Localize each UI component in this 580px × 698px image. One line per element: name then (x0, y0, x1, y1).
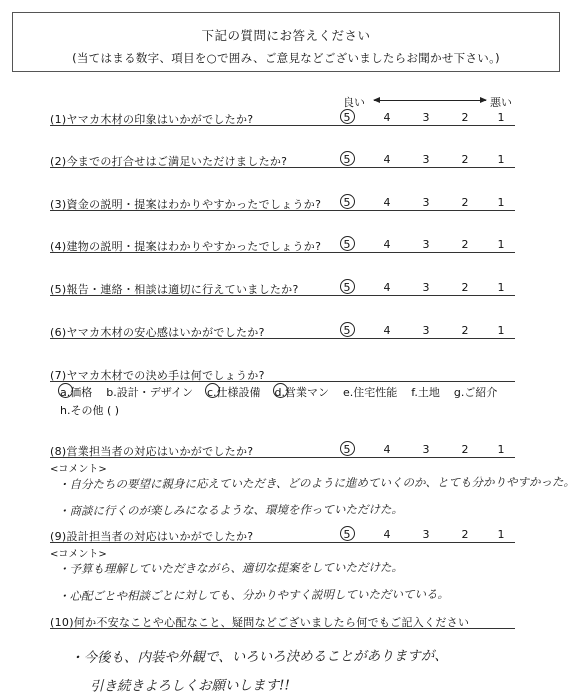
q9-underline (50, 542, 515, 543)
q9-text: (9)設計担当者の対応はいかがでしたか? (50, 530, 254, 543)
q7-choice-label: e.住宅性能 (343, 386, 398, 399)
q8-rating-2[interactable]: 2 (461, 443, 469, 456)
q2-selected-circle (340, 151, 355, 166)
q1-text: (1)ヤマカ木材の印象はいかがでしたか? (50, 113, 254, 126)
q6-rating-3[interactable]: 3 (422, 324, 430, 337)
q7-choice[interactable] (411, 384, 440, 400)
q2-rating-4[interactable]: 4 (383, 153, 391, 166)
q7-choice[interactable] (207, 384, 261, 400)
q1-rating-3[interactable]: 3 (422, 111, 430, 124)
q4-rating-2[interactable]: 2 (461, 238, 469, 251)
q2-rating-3[interactable]: 3 (422, 153, 430, 166)
q4-text: (4)建物の説明・提案はわかりやすかったでしょうか? (50, 240, 322, 253)
q4-rating-3[interactable]: 3 (422, 238, 430, 251)
q6-rating-5[interactable]: 5 (343, 324, 351, 337)
q9-comment-1: ・予算も理解していただきながら、適切な提案をしていただけた。 (57, 560, 404, 576)
q3-rating-1[interactable]: 1 (497, 196, 505, 209)
q6-underline (50, 338, 515, 339)
instructions-title: 下記の質問にお答えください (201, 28, 371, 43)
q10-underline (50, 628, 515, 629)
q8-rating-5[interactable]: 5 (343, 443, 351, 456)
q8-selected-circle (340, 441, 355, 456)
q8-rating-1[interactable]: 1 (497, 443, 505, 456)
q7-choices (60, 384, 511, 400)
q3-text: (3)資金の説明・提案はわかりやすかったでしょうか? (50, 198, 322, 211)
q9-rating-3[interactable]: 3 (422, 528, 430, 541)
q7-choice-selected-circle (273, 383, 288, 398)
q8-underline (50, 457, 515, 458)
q7-choice-selected-circle (205, 383, 220, 398)
q7-choice[interactable] (343, 384, 397, 400)
q3-underline (50, 210, 515, 211)
q9-comment-label: <コメント> (50, 549, 107, 560)
q9-rating-5[interactable]: 5 (343, 528, 351, 541)
q8-rating-3[interactable]: 3 (422, 443, 430, 456)
q7-choice[interactable] (106, 384, 193, 400)
q2-text: (2)今までの打合せはご満足いただけましたか? (50, 155, 288, 168)
q7-choice-label: f.土地 (411, 386, 440, 399)
q7-underline (50, 381, 515, 382)
q10-comment-2: 引き続きよろしくお願いします!! (89, 677, 290, 695)
q9-selected-circle (340, 526, 355, 541)
q7-choice-label: g.ご紹介 (453, 386, 498, 399)
q8-comment-2: ・商談に行くのが楽しみになるような、環境を作っていただけた。 (57, 502, 404, 518)
scale-good-label: 良い (343, 96, 365, 109)
q7-choice-label: c.仕様設備 (206, 386, 261, 399)
scale-arrow-icon (374, 100, 486, 101)
scale-bad-label: 悪い (490, 96, 512, 109)
q6-text: (6)ヤマカ木材の安心感はいかがでしたか? (50, 326, 265, 339)
q6-rating-4[interactable]: 4 (383, 324, 391, 337)
q4-rating-4[interactable]: 4 (383, 238, 391, 251)
q9-rating-1[interactable]: 1 (497, 528, 505, 541)
q1-underline (50, 125, 515, 126)
q4-underline (50, 252, 515, 253)
q4-rating-1[interactable]: 1 (497, 238, 505, 251)
q9-rating-2[interactable]: 2 (461, 528, 469, 541)
q5-rating-1[interactable]: 1 (497, 281, 505, 294)
q1-rating-4[interactable]: 4 (383, 111, 391, 124)
q1-selected-circle (340, 109, 355, 124)
q5-rating-5[interactable]: 5 (343, 281, 351, 294)
q1-rating-1[interactable]: 1 (497, 111, 505, 124)
q4-rating-5[interactable]: 5 (343, 238, 351, 251)
q7-choice[interactable] (60, 384, 92, 400)
q8-rating-4[interactable]: 4 (383, 443, 391, 456)
q10-comment-1: ・今後も、内装や外観で、いろいろ決めることがありますが、 (69, 648, 448, 666)
q4-selected-circle (340, 236, 355, 251)
q8-comment-label: <コメント> (50, 464, 107, 475)
q6-rating-2[interactable]: 2 (461, 324, 469, 337)
q8-text: (8)営業担当者の対応はいかがでしたか? (50, 445, 254, 458)
instructions-subtitle: (当てはまる数字、項目を○で囲み、ご意見などございましたらお聞かせ下さい。) (72, 51, 500, 65)
q9-rating-4[interactable]: 4 (383, 528, 391, 541)
q7-choice[interactable] (275, 384, 329, 400)
q2-underline (50, 167, 515, 168)
q7-choice-label: d.営業マン (274, 386, 329, 399)
q10-text: (10)何か不安なことや心配なこと、疑問などございましたら何でもご記入ください (50, 616, 470, 629)
q7-choice[interactable] (454, 384, 497, 400)
q5-rating-3[interactable]: 3 (422, 281, 430, 294)
q5-text: (5)報告・連絡・相談は適切に行えていましたか? (50, 283, 299, 296)
q5-underline (50, 295, 515, 296)
q5-rating-4[interactable]: 4 (383, 281, 391, 294)
q9-comment-2: ・心配ごとや相談ごとに対しても、分かりやすく説明していただいている。 (57, 586, 450, 604)
q3-selected-circle (340, 194, 355, 209)
q3-rating-4[interactable]: 4 (383, 196, 391, 209)
q7-choice-label: b.設計・デザイン (106, 386, 193, 399)
q7-other[interactable]: h.その他 ( ) (60, 404, 120, 417)
q3-rating-5[interactable]: 5 (343, 196, 351, 209)
instructions-box (12, 12, 560, 72)
q2-rating-1[interactable]: 1 (497, 153, 505, 166)
q1-rating-5[interactable]: 5 (343, 111, 351, 124)
q3-rating-2[interactable]: 2 (461, 196, 469, 209)
q2-rating-5[interactable]: 5 (343, 153, 351, 166)
q6-selected-circle (340, 322, 355, 337)
q2-rating-2[interactable]: 2 (461, 153, 469, 166)
q5-selected-circle (340, 279, 355, 294)
q7-choice-selected-circle (58, 383, 73, 398)
q7-text: (7)ヤマカ木材での決め手は何でしょうか? (50, 369, 265, 382)
q6-rating-1[interactable]: 1 (497, 324, 505, 337)
q7-choice-label: a.価格 (60, 386, 93, 399)
q1-rating-2[interactable]: 2 (461, 111, 469, 124)
q8-comment-1: ・自分たちの要望に親身に応えていただき、どのように進めていくのか、とても分かりやすかった。 (57, 474, 576, 492)
q5-rating-2[interactable]: 2 (461, 281, 469, 294)
q3-rating-3[interactable]: 3 (422, 196, 430, 209)
